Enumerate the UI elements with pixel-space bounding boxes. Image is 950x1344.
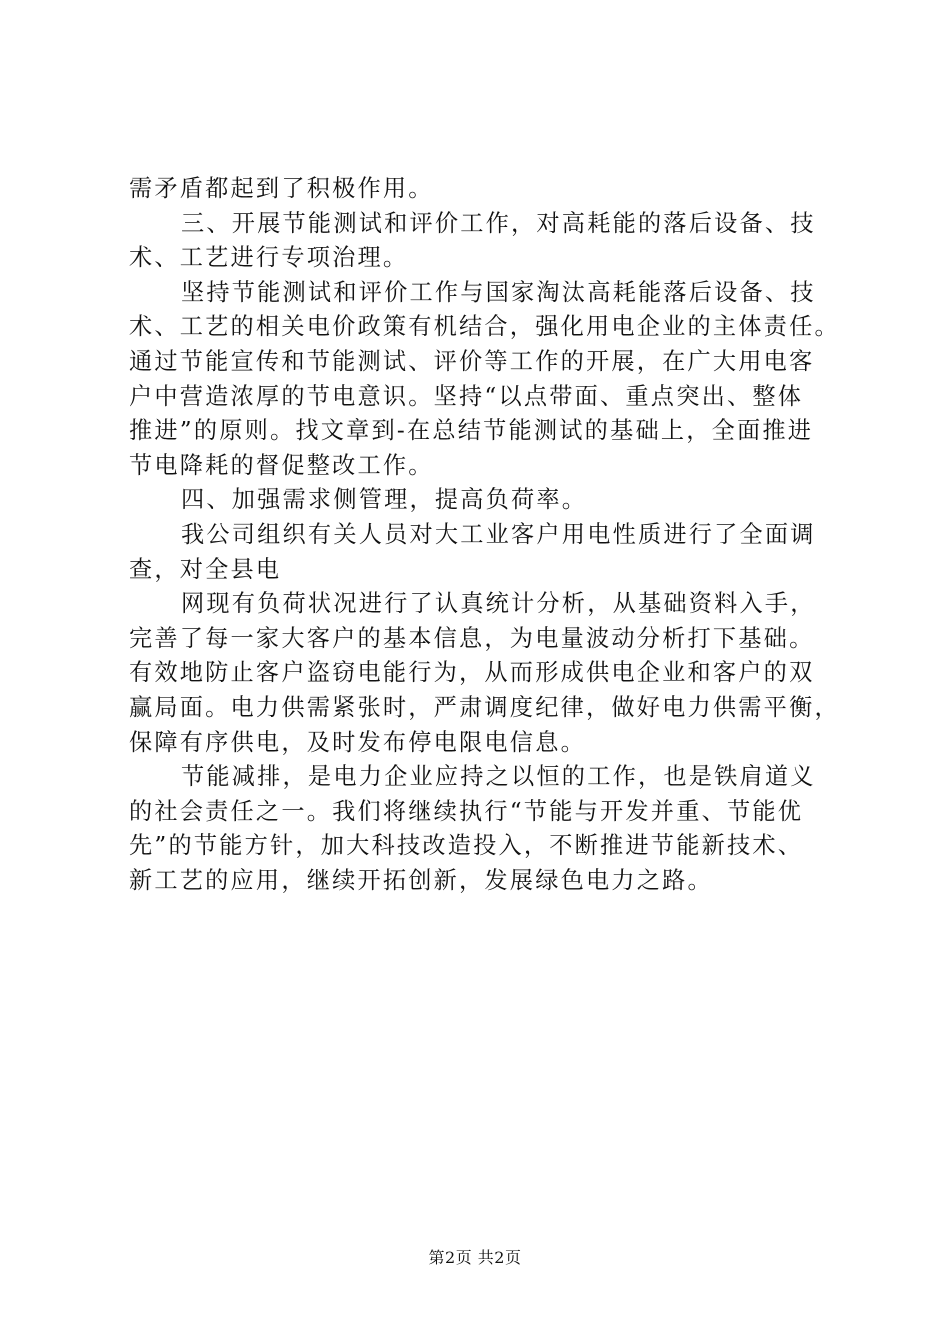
document-body [129,172,859,898]
text-line: 四、加强需求侧管理，提高负荷率。 [181,486,588,514]
text-line: 户中营造浓厚的节电意识。坚持“以点带面、重点突出、整体 [129,382,804,410]
text-line: 的社会责任之一。我们将继续执行“节能与开发并重、节能优 [129,797,804,825]
text-line: 需矛盾都起到了积极作用。 [129,175,434,202]
text-line: 先”的节能方针，加大科技改造投入，不断推进节能新技术、 [129,832,804,860]
text-line: 坚持节能测试和评价工作与国家淘汰高耗能落后设备、技 [181,278,816,306]
text-line: 术、工艺进行专项治理。 [129,244,409,272]
text-line: 赢局面。电力供需紧张时，严肃调度纪律，做好电力供需平衡， [129,693,840,721]
text-line: 通过节能宣传和节能测试、评价等工作的开展，在广大用电客 [129,347,815,375]
text-line: 保障有序供电，及时发布停电限电信息。 [129,728,586,756]
text-line: 有效地防止客户盗窃电能行为，从而形成供电企业和客户的双 [129,659,815,687]
text-line: 我公司组织有关人员对大工业客户用电性质进行了全面调 [181,520,816,548]
text-line: 网现有负荷状况进行了认真统计分析，从基础资料入手， [181,590,816,618]
text-line: 完善了每一家大客户的基本信息，为电量波动分析打下基础。 [129,624,815,652]
text-line: 推进”的原则。找文章到-在总结节能测试的基础上，全面推进 [129,417,814,445]
text-line: 三、开展节能测试和评价工作，对高耗能的落后设备、技 [181,209,816,237]
text-line: 节能减排，是电力企业应持之以恒的工作，也是铁肩道义 [181,763,816,791]
text-line: 新工艺的应用，继续开拓创新，发展绿色电力之路。 [129,866,713,894]
text-line: 节电降耗的督促整改工作。 [129,451,434,479]
text-line: 术、工艺的相关电价政策有机结合，强化用电企业的主体责任。 [129,313,840,341]
text-line: 查，对全县电 [129,555,282,583]
page-footer: 第2页 共2页 [428,1248,522,1267]
